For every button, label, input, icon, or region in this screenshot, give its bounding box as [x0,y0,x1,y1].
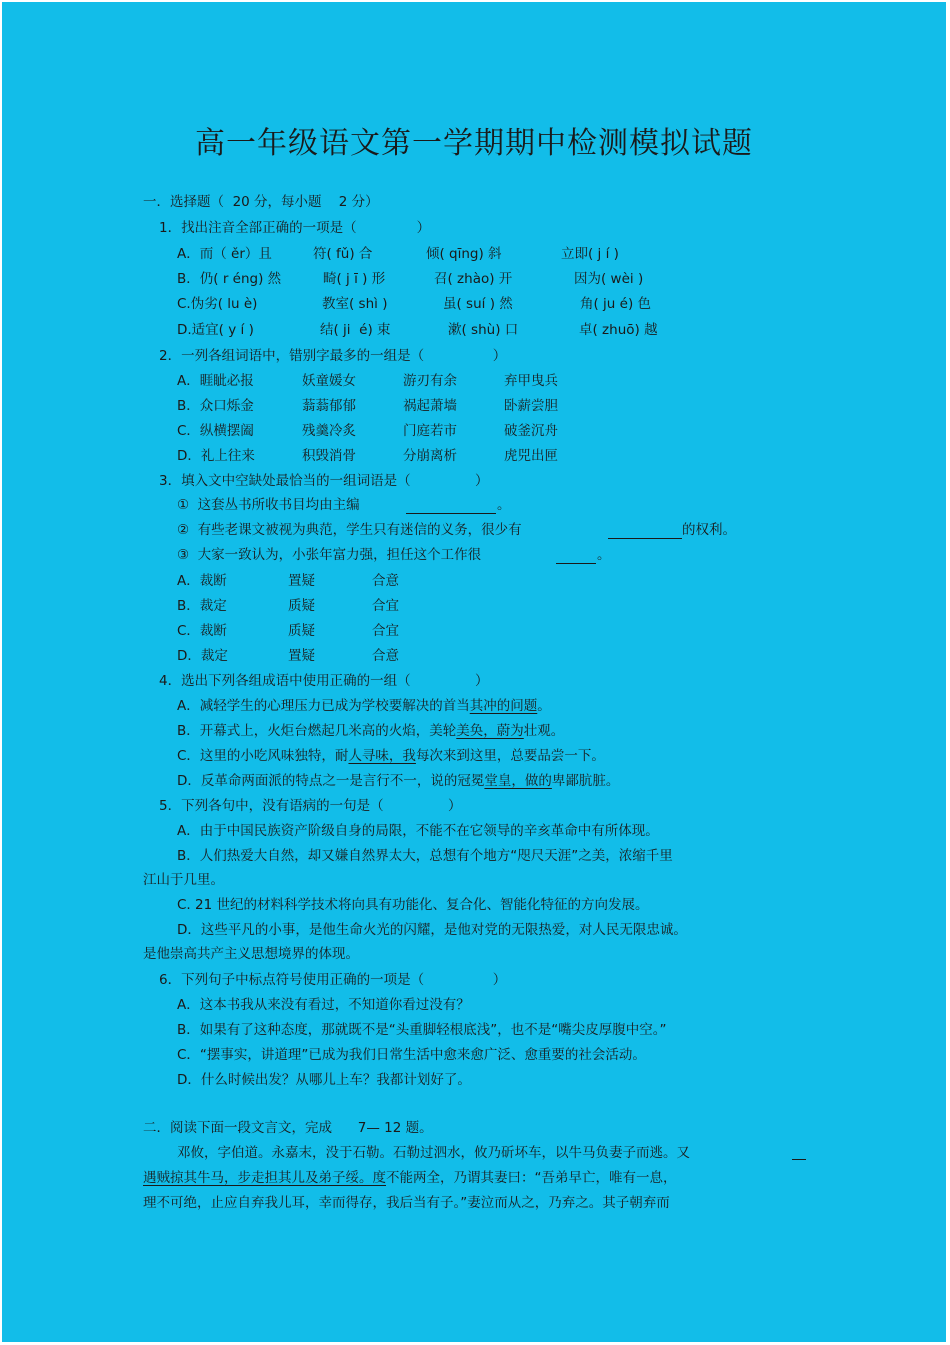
q1-a-4: 立即( j í ) [561,246,619,262]
q1-c-4: 角( ju é) 色 [580,296,652,312]
q4-option-c: C．这里的小吃风味独特，耐人寻味，我每次来到这里，总要品尝一下。 [177,748,605,764]
q1-b-4: 因为( wèi ) [574,271,644,287]
passage-line-3: 理不可绝，止应自弃我儿耳，幸而得存，我后当有子。”妻泣而从之，乃弃之。其子朝弃而 [143,1195,670,1211]
q2-b-3: 祸起萧墙 [403,398,457,414]
q3-sentence-3: ③ 大家一致认为，小张年富力强，担任这个工作很 [177,547,482,563]
exam-page [2,2,946,1342]
q5-option-c: C. 21 世纪的材料科学技术将向具有功能化、复合化、智能化特征的方向发展。 [177,897,649,913]
q1-d-1: D.适宜( y í ) [177,322,254,338]
q1-c-2: 教室( shì ) [322,296,388,312]
q2-d-1: D．礼上往来 [177,448,255,464]
q3-c-3: 合宜 [372,623,399,639]
q4-d-underlined: 堂皇，做的 [484,773,552,789]
q1-a-3: 倾( qīng) 斜 [426,246,502,262]
passage-line-2: 遇贼掠其牛马，步走担其儿及弟子绥。度不能两全，乃谓其妻曰：“吾弟早亡，唯有一息， [143,1170,677,1186]
q4-stem: 4．选出下列各组成语中使用正确的一组（ ） [159,673,489,689]
q2-stem: 2．一列各组词语中，错别字最多的一组是（ ） [159,348,507,364]
q4-c-underlined: 人寻味，我 [348,748,416,764]
q1-b-2: 畸( j ī ) 形 [323,271,386,287]
q2-c-4: 破釜沉舟 [504,423,558,439]
q1-b-1: B．仍( r éng) 然 [177,271,282,287]
q3-d-1: D．裁定 [177,648,228,664]
q4-option-d: D．反革命两面派的特点之一是言行不一，说的冠冕堂皇，做的卑鄙肮脏。 [177,773,620,789]
q2-d-3: 分崩离析 [403,448,457,464]
q2-d-2: 积毁消骨 [302,448,356,464]
q3-blank-3 [556,563,596,564]
q2-a-4: 弃甲曳兵 [504,373,558,389]
q2-a-1: A．睚眦必报 [177,373,254,389]
q3-sentence-3-end: 。 [597,547,611,563]
q3-c-1: C．裁断 [177,623,227,639]
q2-b-1: B．众口烁金 [177,398,254,414]
q3-b-1: B．裁定 [177,598,227,614]
q1-stem: 1．找出注音全部正确的一项是（ ） [159,220,431,236]
q6-option-a: A．这本书我从来没有看过，不知道你看过没有？ [177,997,470,1013]
q3-sentence-1-end: 。 [497,497,511,513]
q5-stem: 5．下列各句中，没有语病的一句是（ ） [159,798,462,814]
q3-d-2: 置疑 [288,648,315,664]
q1-b-3: 召( zhào) 开 [434,271,513,287]
section1-header: 一．选择题（ 20 分，每小题 2 分） [143,194,379,210]
q6-stem: 6．下列句子中标点符号使用正确的一项是（ ） [159,972,507,988]
margin-mark [792,1159,806,1160]
q2-a-2: 妖童媛女 [302,373,356,389]
q2-c-2: 残羹冷炙 [302,423,356,439]
q1-c-1: C.伪劣( lu è) [177,296,258,312]
q3-a-2: 置疑 [288,573,315,589]
q4-option-b: B．开幕式上，火炬台燃起几米高的火焰，美轮美奂，蔚为壮观。 [177,723,565,739]
q1-a-1: A．而（ ěr）且 [177,246,272,262]
q1-c-3: 虽( suí ) 然 [443,296,513,312]
q3-b-3: 合宜 [372,598,399,614]
q2-c-3: 门庭若市 [403,423,457,439]
q5-option-b-line1: B．人们热爱大自然，却又嫌自然界太大，总想有个地方“咫尺天涯”之美，浓缩千里 [177,848,673,864]
q5-option-b-line2: 江山于几里。 [143,872,224,888]
q3-a-3: 合意 [372,573,399,589]
q4-option-a: A．减轻学生的心理压力已成为学校要解决的首当其冲的问题。 [177,698,551,714]
q3-c-2: 质疑 [288,623,315,639]
q5-option-a: A．由于中国民族资产阶级自身的局限，不能不在它领导的辛亥革命中有所体现。 [177,823,659,839]
q2-a-3: 游刃有余 [403,373,457,389]
q3-sentence-1: ① 这套丛书所收书目均由主编 [177,497,360,513]
q3-b-2: 质疑 [288,598,315,614]
q3-blank-1 [406,513,496,514]
passage-underlined-phrase: 遇贼掠其牛马，步走担其儿及弟子绥。度 [143,1170,386,1186]
q1-d-2: 结( ji é) 束 [320,322,391,338]
section2-header: 二．阅读下面一段文言文，完成 7— 12 题。 [143,1120,433,1136]
q1-d-3: 漱( shù) 口 [448,322,519,338]
q6-option-c: C．“摆事实，讲道理”已成为我们日常生活中愈来愈广泛、愈重要的社会活动。 [177,1047,646,1063]
q2-c-1: C．纵横摆阖 [177,423,254,439]
passage-line-1: 邓攸，字伯道。永嘉末，没于石勒。石勒过泗水，攸乃斫坏车，以牛马负妻子而逃。又 [177,1145,690,1161]
q2-d-4: 虎兕出匣 [504,448,558,464]
q2-b-4: 卧薪尝胆 [504,398,558,414]
q3-stem: 3．填入文中空缺处最恰当的一组词语是（ ） [159,473,489,489]
q5-option-d-line2: 是他崇高共产主义思想境界的体现。 [143,946,359,962]
q3-a-1: A．裁断 [177,573,227,589]
q4-a-underlined: 其冲的问题 [469,698,538,714]
q3-d-3: 合意 [372,648,399,664]
q4-b-underlined: 美奂，蔚为 [456,723,524,739]
q3-blank-2 [608,538,682,539]
q6-option-d: D．什么时候出发？从哪儿上车？我都计划好了。 [177,1072,471,1088]
q1-d-4: 卓( zhuō) 越 [579,322,658,338]
q5-option-d-line1: D．这些平凡的小事，是他生命火光的闪耀，是他对党的无限热爱，对人民无限忠诚。 [177,922,687,938]
page-title: 高一年级语文第一学期期中检测模拟试题 [195,126,753,161]
q3-sentence-2-end: 的权利。 [682,522,736,538]
q6-option-b: B．如果有了这种态度，那就既不是“头重脚轻根底浅”，也不是“嘴尖皮厚腹中空。” [177,1022,667,1038]
q3-sentence-2: ② 有些老课文被视为典范，学生只有迷信的义务，很少有 [177,522,522,538]
q2-b-2: 蓊蓊郁郁 [302,398,356,414]
q1-a-2: 符( fǔ) 合 [313,246,373,262]
